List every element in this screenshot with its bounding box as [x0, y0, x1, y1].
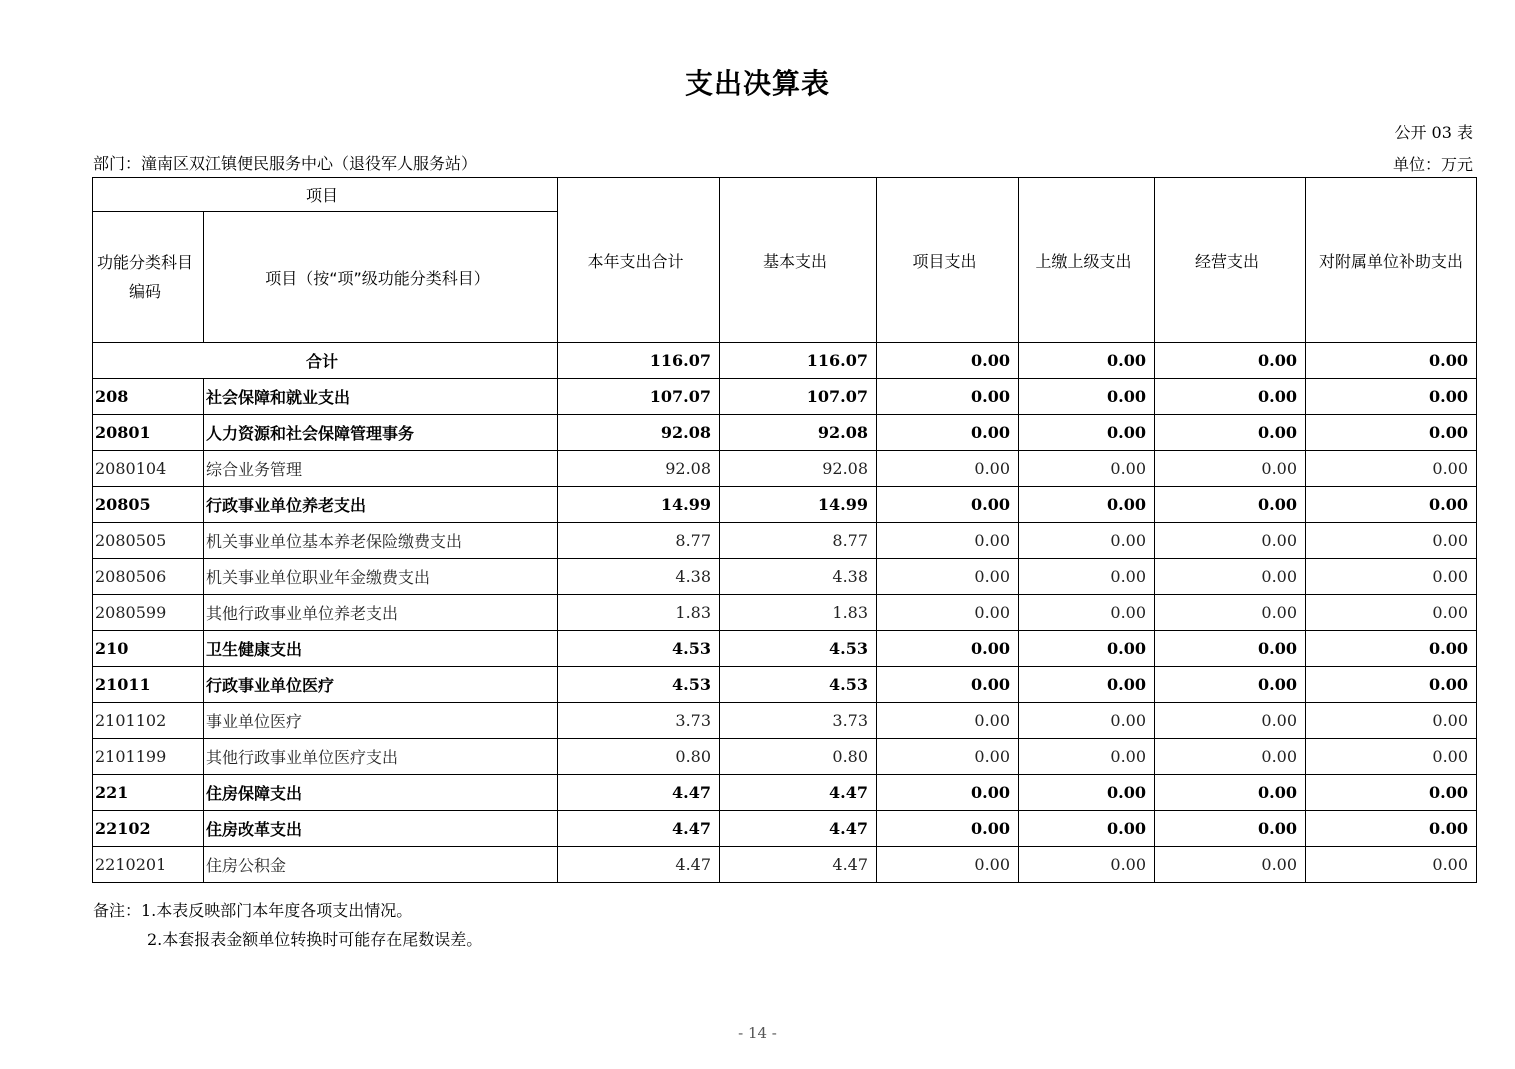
table-row	[93, 559, 1477, 595]
row-name: 机关事业单位职业年金缴费支出	[204, 559, 558, 595]
row-code: 22102	[93, 811, 204, 847]
row-name: 其他行政事业单位医疗支出	[204, 739, 558, 775]
row-value: 0.00	[1306, 595, 1477, 631]
note-2: 2.本套报表金额单位转换时可能存在尾数误差。	[147, 930, 483, 949]
row-name: 人力资源和社会保障管理事务	[204, 415, 558, 451]
row-value: 0.00	[877, 487, 1019, 523]
header-code: 功能分类科目编码	[93, 212, 204, 343]
row-value: 8.77	[558, 523, 720, 559]
row-value: 4.47	[558, 811, 720, 847]
total-cell: 116.07	[558, 343, 720, 379]
row-value: 4.53	[720, 631, 877, 667]
row-value: 0.00	[1155, 379, 1306, 415]
header-subsidy: 对附属单位补助支出	[1306, 178, 1477, 343]
row-value: 0.00	[1306, 523, 1477, 559]
row-value: 0.00	[1155, 811, 1306, 847]
row-value: 4.53	[558, 667, 720, 703]
row-code: 208	[93, 379, 204, 415]
row-value: 0.00	[877, 559, 1019, 595]
total-cell: 0.00	[1019, 343, 1155, 379]
row-value: 0.00	[877, 667, 1019, 703]
row-value: 0.00	[1019, 631, 1155, 667]
row-value: 4.47	[558, 775, 720, 811]
row-value: 0.00	[1306, 487, 1477, 523]
row-value: 0.00	[1155, 559, 1306, 595]
row-value: 0.00	[1306, 451, 1477, 487]
row-value: 0.00	[1019, 487, 1155, 523]
row-value: 0.00	[1306, 775, 1477, 811]
row-value: 0.00	[1155, 703, 1306, 739]
note-1: 备注：1.本表反映部门本年度各项支出情况。	[93, 901, 413, 920]
row-value: 0.00	[1019, 523, 1155, 559]
row-value: 4.38	[558, 559, 720, 595]
row-value: 0.00	[877, 811, 1019, 847]
row-code: 2080104	[93, 451, 204, 487]
row-value: 0.00	[877, 451, 1019, 487]
row-value: 0.00	[1155, 451, 1306, 487]
row-value: 3.73	[720, 703, 877, 739]
row-value: 0.00	[1306, 415, 1477, 451]
row-value: 0.00	[1306, 631, 1477, 667]
row-value: 4.53	[558, 631, 720, 667]
row-name: 卫生健康支出	[204, 631, 558, 667]
row-value: 0.00	[1306, 703, 1477, 739]
row-name: 行政事业单位医疗	[204, 667, 558, 703]
row-value: 0.00	[1155, 415, 1306, 451]
row-code: 2080505	[93, 523, 204, 559]
header-item: 项目（按“项”级功能分类科目）	[204, 212, 558, 343]
header-project: 项目	[93, 178, 558, 212]
row-value: 0.00	[1155, 667, 1306, 703]
row-value: 0.00	[877, 775, 1019, 811]
row-value: 0.00	[1306, 379, 1477, 415]
row-value: 92.08	[720, 415, 877, 451]
row-name: 事业单位医疗	[204, 703, 558, 739]
row-value: 0.00	[1155, 631, 1306, 667]
row-value: 1.83	[558, 595, 720, 631]
table-row	[93, 379, 1477, 415]
header-business: 经营支出	[1155, 178, 1306, 343]
row-code: 2080506	[93, 559, 204, 595]
table-row	[93, 487, 1477, 523]
unit-label: 单位：万元	[1392, 155, 1473, 174]
row-value: 0.00	[1019, 379, 1155, 415]
row-name: 社会保障和就业支出	[204, 379, 558, 415]
row-code: 2101199	[93, 739, 204, 775]
row-code: 2210201	[93, 847, 204, 883]
header-project-expenditure: 项目支出	[877, 178, 1019, 343]
row-value: 0.00	[1019, 595, 1155, 631]
row-value: 0.00	[1019, 703, 1155, 739]
form-number: 公开 03 表	[1394, 123, 1473, 142]
row-code: 221	[93, 775, 204, 811]
row-value: 4.47	[720, 811, 877, 847]
row-code: 20801	[93, 415, 204, 451]
row-value: 0.00	[1019, 739, 1155, 775]
table-row	[93, 451, 1477, 487]
row-value: 4.53	[720, 667, 877, 703]
row-value: 0.00	[1019, 451, 1155, 487]
table-body	[93, 343, 1477, 883]
row-value: 0.00	[877, 415, 1019, 451]
row-value: 1.83	[720, 595, 877, 631]
table-row	[93, 775, 1477, 811]
row-name: 综合业务管理	[204, 451, 558, 487]
row-value: 0.00	[877, 379, 1019, 415]
row-value: 4.47	[720, 847, 877, 883]
row-value: 14.99	[720, 487, 877, 523]
table-row	[93, 811, 1477, 847]
row-value: 3.73	[558, 703, 720, 739]
row-value: 4.38	[720, 559, 877, 595]
row-value: 0.00	[1306, 739, 1477, 775]
row-value: 0.00	[1306, 559, 1477, 595]
page-title: 支出决算表	[684, 67, 830, 100]
row-value: 107.07	[720, 379, 877, 415]
row-value: 0.00	[877, 631, 1019, 667]
table-row	[93, 523, 1477, 559]
table-row	[93, 631, 1477, 667]
row-value: 0.00	[877, 847, 1019, 883]
row-name: 住房公积金	[204, 847, 558, 883]
row-value: 0.00	[1306, 667, 1477, 703]
row-value: 0.00	[1155, 739, 1306, 775]
row-code: 210	[93, 631, 204, 667]
row-value: 0.00	[1019, 811, 1155, 847]
total-cell: 116.07	[720, 343, 877, 379]
expenditure-table	[92, 177, 1477, 883]
row-value: 0.00	[1019, 415, 1155, 451]
row-name: 其他行政事业单位养老支出	[204, 595, 558, 631]
row-value: 92.08	[720, 451, 877, 487]
row-name: 行政事业单位养老支出	[204, 487, 558, 523]
row-value: 0.80	[720, 739, 877, 775]
header-basic: 基本支出	[720, 178, 877, 343]
row-code: 20805	[93, 487, 204, 523]
total-cell: 0.00	[1306, 343, 1477, 379]
total-row	[93, 343, 1477, 379]
row-name: 住房保障支出	[204, 775, 558, 811]
row-value: 0.00	[877, 523, 1019, 559]
row-value: 92.08	[558, 451, 720, 487]
header-upper-payment: 上缴上级支出	[1019, 178, 1155, 343]
row-value: 4.47	[720, 775, 877, 811]
row-name: 机关事业单位基本养老保险缴费支出	[204, 523, 558, 559]
row-value: 107.07	[558, 379, 720, 415]
row-value: 4.47	[558, 847, 720, 883]
row-value: 0.00	[1306, 811, 1477, 847]
row-value: 0.00	[1019, 847, 1155, 883]
page-number: - 14 -	[738, 1024, 777, 1042]
row-value: 0.00	[1019, 775, 1155, 811]
row-value: 8.77	[720, 523, 877, 559]
row-name: 住房改革支出	[204, 811, 558, 847]
row-value: 0.00	[877, 703, 1019, 739]
row-value: 0.00	[1155, 595, 1306, 631]
table-row	[93, 739, 1477, 775]
row-value: 92.08	[558, 415, 720, 451]
total-label: 合计	[93, 343, 558, 379]
row-code: 2101102	[93, 703, 204, 739]
row-value: 0.00	[1155, 523, 1306, 559]
table-row	[93, 847, 1477, 883]
row-value: 0.00	[1019, 559, 1155, 595]
table-row	[93, 415, 1477, 451]
header-total: 本年支出合计	[558, 178, 720, 343]
total-cell: 0.00	[877, 343, 1019, 379]
department-label: 部门：潼南区双江镇便民服务中心（退役军人服务站）	[93, 154, 478, 173]
row-value: 0.80	[558, 739, 720, 775]
row-value: 0.00	[877, 595, 1019, 631]
table-row	[93, 703, 1477, 739]
table-row	[93, 667, 1477, 703]
row-value: 0.00	[1306, 847, 1477, 883]
row-value: 0.00	[877, 739, 1019, 775]
row-value: 0.00	[1155, 775, 1306, 811]
row-value: 0.00	[1155, 847, 1306, 883]
row-value: 14.99	[558, 487, 720, 523]
table-row	[93, 595, 1477, 631]
total-cell: 0.00	[1155, 343, 1306, 379]
row-code: 21011	[93, 667, 204, 703]
row-code: 2080599	[93, 595, 204, 631]
row-value: 0.00	[1155, 487, 1306, 523]
row-value: 0.00	[1019, 667, 1155, 703]
